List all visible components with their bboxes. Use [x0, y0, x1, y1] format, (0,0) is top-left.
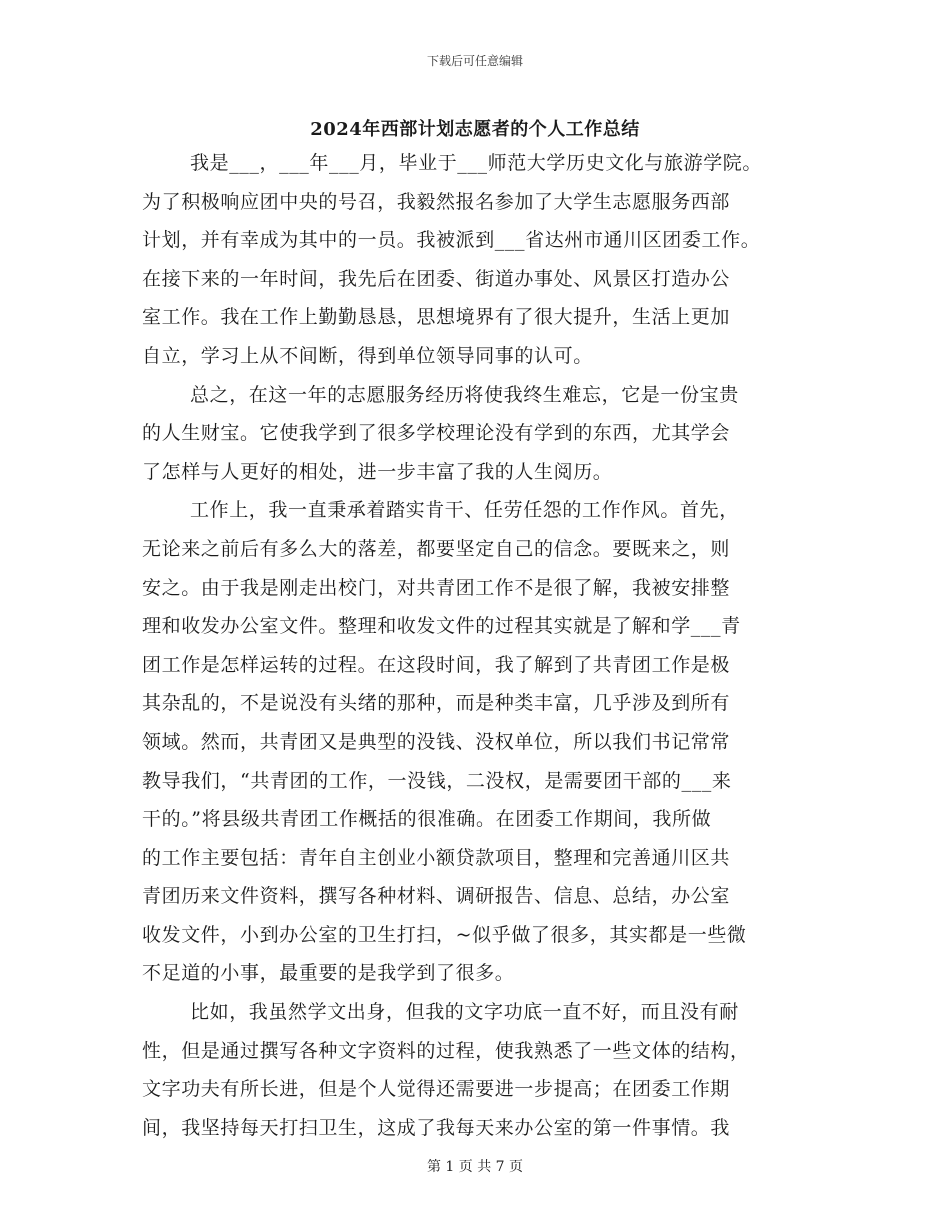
body-line: 不足道的小事，最重要的是我学到了很多。	[142, 962, 515, 985]
body-line: 收发文件，小到办公室的卫生打扫，~似乎做了很多，其实都是一些微	[142, 923, 747, 946]
body-line: 团工作是怎样运转的过程。在这段时间，我了解到了共青团工作是极	[142, 653, 731, 676]
body-line: 间，我坚持每天打扫卫生，这成了我每天来办公室的第一件事情。我	[142, 1116, 731, 1139]
body-line: 计划，并有幸成为其中的一员。我被派到___省达州市通川区团委工作。	[142, 229, 761, 252]
body-line: 在接下来的一年时间，我先后在团委、街道办事处、风景区打造办公	[142, 267, 731, 290]
body-line: 室工作。我在工作上勤勤恳恳，思想境界有了很大提升，生活上更加	[142, 306, 731, 329]
body-line: 青团历来文件资料，撰写各种材料、调研报告、信息、总结，办公室	[142, 885, 731, 908]
document-title: 2024年西部计划志愿者的个人工作总结	[310, 119, 640, 140]
body-line: 理和收发办公室文件。整理和收发文件的过程其实就是了解和学___青	[142, 615, 741, 638]
body-line: 了怎样与人更好的相处，进一步丰富了我的人生阅历。	[142, 460, 613, 483]
body-line: 为了积极响应团中央的号召，我毅然报名参加了大学生志愿服务西部	[142, 190, 731, 213]
body-line: 文字功夫有所长进，但是个人觉得还需要进一步提高；在团委工作期	[142, 1078, 731, 1101]
body-line: 总之，在这一年的志愿服务经历将使我终生难忘，它是一份宝贵	[190, 383, 739, 406]
body-line: 我是___，___年___月，毕业于___师范大学历史文化与旅游学院。	[190, 152, 763, 174]
body-line: 无论来之前后有多么大的落差，都要坚定自己的信念。要既来之，则	[142, 537, 731, 560]
body-line: 教导我们，“共青团的工作，一没钱，二没权，是需要团干部的___来	[142, 769, 732, 792]
body-line: 的人生财宝。它使我学到了很多学校理论没有学到的东西，尤其学会	[142, 422, 731, 445]
body-line: 其杂乱的，不是说没有头绪的那种，而是种类丰富，几乎涉及到所有	[142, 692, 731, 715]
document-body	[142, 144, 822, 1147]
body-line: 安之。由于我是刚走出校门，对共青团工作不是很了解，我被安排整	[142, 576, 731, 599]
page-header-note: 下载后可任意编辑	[426, 54, 523, 68]
body-line: 干的。”将县级共青团工作概括的很准确。在团委工作期间，我所做	[142, 808, 712, 831]
body-line: 自立，学习上从不间断，得到单位领导同事的认可。	[142, 344, 593, 367]
body-line: 领域。然而，共青团又是典型的没钱、没权单位，所以我们书记常常	[142, 730, 731, 753]
body-line: 工作上，我一直秉承着踏实肯干、任劳任怨的工作作风。首先，	[190, 499, 739, 522]
body-line: 性，但是通过撰写各种文字资料的过程，使我熟悉了一些文体的结构，	[142, 1039, 750, 1062]
body-line: 的工作主要包括：青年自主创业小额贷款项目，整理和完善通川区共	[142, 846, 731, 869]
page-footer-number: 第 1 页 共 7 页	[426, 1159, 524, 1175]
body-line: 比如，我虽然学文出身，但我的文字功底一直不好，而且没有耐	[190, 1001, 739, 1024]
